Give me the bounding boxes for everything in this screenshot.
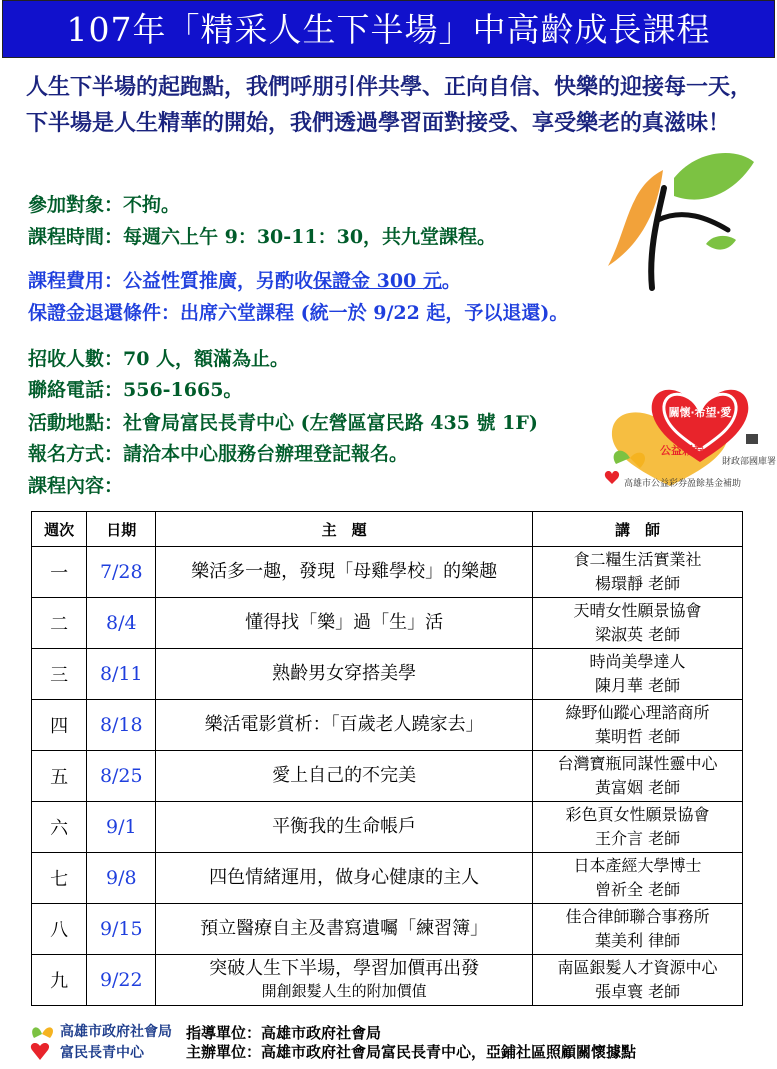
week-cell: 五 [32,751,87,802]
week-cell: 一 [32,547,87,598]
topic-cell [156,598,533,649]
lecturer-name: 楊環靜 老師 [595,574,681,593]
header-topic: 主 題 [156,512,533,547]
topic-text: 預立醫療自主及書寫遺囑「練習簿」 [200,918,489,939]
signup-text: 報名方式：請洽本中心服務台辦理登記報名。 [28,443,409,465]
topic-cell [156,955,533,1006]
location-text: 活動地點：社會局富民長青中心 (左營區富民路 435 號 1F) [28,412,538,434]
week-cell: 七 [32,853,87,904]
week-cell: 四 [32,700,87,751]
footer-logo-line2: 富民長青中心 [60,1045,144,1061]
lecturer-cell [533,904,743,955]
date-cell: 8/4 [87,598,156,649]
lecturer-cell [533,700,743,751]
table-row [32,751,743,802]
lecturer-name: 葉明哲 老師 [595,727,681,746]
footer-credits [186,1024,636,1062]
table-row [32,802,743,853]
table-row [32,700,743,751]
topic-cell [156,853,533,904]
time-text: 課程時間：每週六上午 9：30-11：30，共九堂課程。 [28,226,497,248]
lecturer-cell [533,802,743,853]
lecturer-org: 綠野仙蹤心理諮商所 [565,703,710,722]
lecturer-org: 佳合律師聯合事務所 [565,907,710,926]
topic-cell [156,751,533,802]
lecturer-org: 南區銀髮人才資源中心 [557,958,718,977]
topic-cell [156,904,533,955]
lecturer-org: 日本產經大學博士 [573,856,702,875]
lecturer-org: 台灣寶瓶同謀性靈中心 [557,754,718,773]
table-row [32,955,743,1006]
lecturer-name: 梁淑英 老師 [595,625,681,644]
guide-unit-text: 指導單位：高雄市政府社會局 [186,1024,382,1042]
lottery-text: 公益彩券 [660,444,704,457]
header-lecturer: 講 師 [533,512,743,547]
table-row [32,598,743,649]
audience-text: 參加對象：不拘。 [28,194,181,216]
date-cell: 9/1 [87,802,156,853]
host-unit-text: 主辦單位：高雄市政府社會局富民長青中心，亞鋪社區照顧關懷據點 [186,1043,637,1061]
topic-cell [156,547,533,598]
lecturer-org: 食二糧生活實業社 [573,550,702,569]
topic-text: 懂得找「樂」過「生」活 [245,612,444,633]
quota-text: 招收人數：70 人，額滿為止。 [28,348,290,370]
lecturer-name: 張卓寰 老師 [595,982,681,1001]
footer-leaf-heart-icon [28,1018,58,1064]
table-row [32,853,743,904]
date-cell: 9/22 [87,955,156,1006]
topic-text: 愛上自己的不完美 [272,765,417,786]
week-cell: 六 [32,802,87,853]
topic-subtext: 開創銀髮人生的附加價值 [261,982,427,1000]
footer-logo-line1: 高雄市政府社會局 [60,1024,172,1040]
date-cell: 8/18 [87,700,156,751]
fee-prefix: 課程費用：公益性質推廣，另酌收 [28,270,314,292]
week-cell: 八 [32,904,87,955]
phone-text: 聯絡電話：556-1665。 [28,379,243,401]
fee-text [28,266,461,297]
course-schedule-table [31,511,743,1006]
date-cell: 7/28 [87,547,156,598]
leaf-sprout-logo [588,148,758,298]
lecturer-cell [533,598,743,649]
lecturer-name: 陳月華 老師 [595,676,681,695]
date-cell: 8/25 [87,751,156,802]
page-title: 107年「精采人生下半場」中高齡成長課程 [2,0,775,58]
topic-text: 熟齡男女穿搭美學 [272,663,417,684]
week-cell: 二 [32,598,87,649]
topic-text: 平衡我的生命帳戶 [272,816,417,837]
table-row [32,904,743,955]
week-cell: 九 [32,955,87,1006]
lecturer-name: 黃富姻 老師 [595,778,681,797]
refund-text: 保證金退還條件：出席六堂課程 (統一於 9/22 起，予以退還)。 [28,302,569,324]
header-week: 週次 [32,512,87,547]
fee-deposit: 保證金 300 元 [313,270,442,292]
lecturer-cell [533,547,743,598]
topic-text: 突破人生下半場，學習加價再出發 [209,958,480,979]
date-cell: 9/15 [87,904,156,955]
week-cell: 三 [32,649,87,700]
topic-text: 四色情緒運用，做身心健康的主人 [209,867,480,888]
table-row [32,547,743,598]
lecturer-org: 時尚美學達人 [589,652,686,671]
date-cell: 9/8 [87,853,156,904]
topic-cell [156,649,533,700]
fund-text: 高雄市公益彩券盈餘基金補助 [624,479,742,489]
lecturer-cell [533,751,743,802]
lecturer-org: 彩色頁女性願景協會 [565,805,710,824]
table-row [32,649,743,700]
content-label: 課程內容： [28,475,124,497]
lecturer-name: 王介言 老師 [595,829,681,848]
lecturer-cell [533,649,743,700]
lottery-heart-logo [600,366,777,494]
lecturer-name: 葉美利 律師 [595,931,681,950]
intro-paragraph: 人生下半場的起跑點，我們呼朋引伴共學、正向自信、快樂的迎接每一天，下半場是人生精華的開始，我們透過學習面對接受、享受樂老的真滋味！ [26,75,753,136]
lecturer-org: 天晴女性願景協會 [573,601,702,620]
fee-suffix: 。 [441,270,461,292]
org-text: 財政部國庫署 [722,457,777,467]
header-date: 日期 [87,512,156,547]
lecturer-cell [533,955,743,1006]
footer-org-logo [28,1018,180,1064]
topic-text: 樂活多一趣，發現「母雞學校」的樂趣 [191,561,498,582]
topic-cell [156,802,533,853]
date-cell: 8/11 [87,649,156,700]
table-header-row [32,512,743,547]
lecturer-cell [533,853,743,904]
lecturer-name: 曾祈全 老師 [595,880,681,899]
topic-cell [156,700,533,751]
heart-text: 關懷‧希望‧愛 [668,406,732,419]
topic-text: 樂活電影賞析：「百歲老人蹺家去」 [204,714,484,735]
